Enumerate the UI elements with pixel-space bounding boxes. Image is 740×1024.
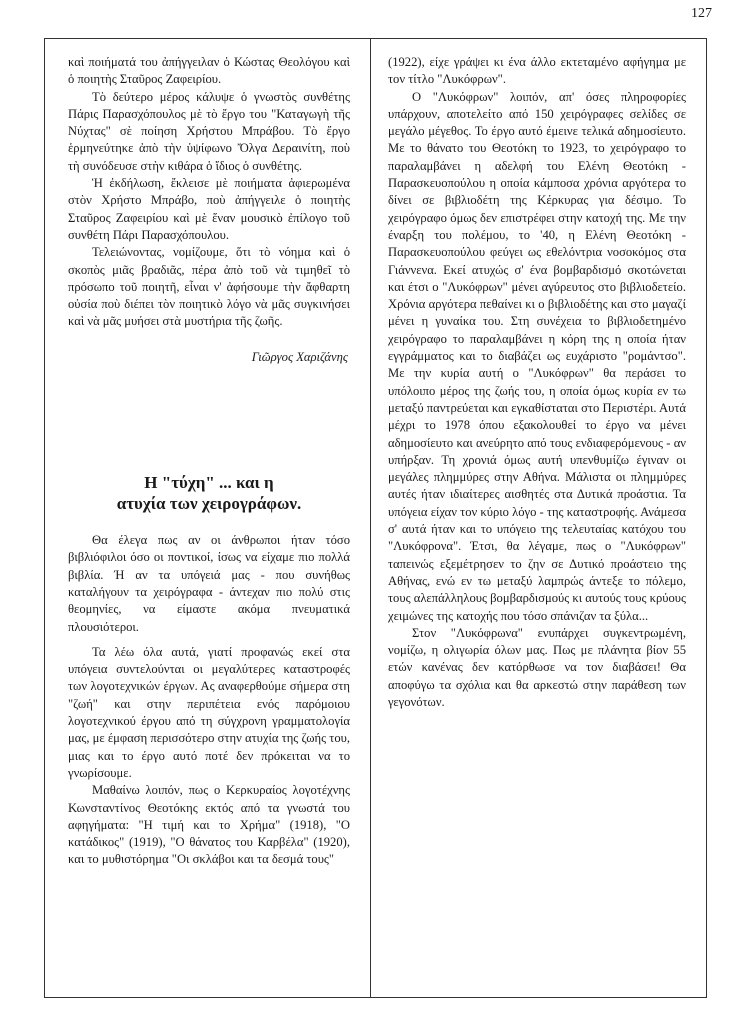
article-heading xyxy=(68,472,350,514)
paragraph: Στον "Λυκόφρωνα" ενυπάρχει συγκεντρωμένη, νομίζω, η ολιγωρία όλων μας. Πως με πλάνητα βίον 55 ετών κανένας δεν κατόρθωσε να τον διαβάσει! Θα αποφύγω τα σχόλια και θα αρκεστώ στην παράθεση των γεγονότων. xyxy=(388,625,686,709)
author-signature: Γιῶργος Χαριζάνης xyxy=(251,349,348,364)
paragraph: (1922), είχε γράψει κι ένα άλλο εκτεταμένο αφήγημα με τον τίτλο "Λυκόφρων". xyxy=(388,55,686,87)
paragraph: Τα λέω όλα αυτά, γιατί προφανώς εκεί στα υπόγεια συντελούνται οι μεγαλύτερες καταστροφές των λογοτεχνικών έργων. Ας αναφερθούμε σήμερα στη "ζωή" και στην περιπέτεια ενός παρόμοιου λογοτεχνικού έργου από τη σύγχρονη γραμματολογία μας, με έμφαση περισσότερο στην ατυχία της ζωής του, μιας και το έργο αυτό ποτέ δεν πρόκειται να το γνωρίσουμε. xyxy=(68,644,350,780)
column-divider xyxy=(370,38,371,998)
right-column xyxy=(388,54,686,711)
heading-line: ατυχία των χειρογράφων. xyxy=(116,494,302,514)
paragraph: Θα έλεγα πως αν οι άνθρωποι ήταν τόσο βιβλιόφιλοι όσο οι ποντικοί, ίσως να είχαμε πιο πολλά βιβλία. Ή αν τα υπόγειά μας - που συνήθως καταλήγουν τα χειρόγραφα - άντεχαν πιο πολύ στις θεομηνίες, να είμαστε ακόμα πνευματικά πλουσιότεροι. xyxy=(68,533,350,634)
paragraph: Τὸ δεύτερο μέρος κάλυψε ὁ γνωστὸς συνθέτης Πάρις Παρασχόπουλος μὲ τὸ ἔργο του "Καταγωγὴ τῆς Νύχτας" σὲ ποίηση Χρήστου Μπράβου. Τὸ ἔργο ἑρμηνεύτηκε ἀπὸ τὴν ὑψίφωνο Ὄλγα Δεραινίτη, ποὺ τὴ συνόδευσε στὴν κιθάρα ὁ ἴδιος ὁ συνθέτης. xyxy=(68,89,350,173)
paragraph: Ο "Λυκόφρων" λοιπόν, απ' όσες πληροφορίες υπάρχουν, αποτελείτο από 150 χειρόγραφες σελίδες σε μεγάλο μέγεθος. Το έργο αυτό έμεινε τελικά αδημοσίευτο. Με το θάνατο του Θεοτόκη το 1923, το χειρόγραφο το παραλαμβάνει η αδελφή του Ελένη Θεοτόκη - Παρασκευοπούλου η οποία κάμποσα χρόνια αργότερα το δίνει σε βιβλιοδέτη της Κέρκυρας για δέσιμο. Το χειρόγραφο όμως δεν επιστρέφει στην κατοχή της. Με την έναρξη του πολέμου, το '40, η Ελένη Θεοτόκη - Παρασκευοπούλου φεύγει ως εθελόντρια νοσοκόμος στα Γιάννενα. Εκεί ατυχώς σ' ένα βομβαρδισμό σκοτώνεται και έτσι ο "Λυκόφρων" μένει αγύρευτος στο βιβλιοδετείο. Χρόνια αργότερα πεθαίνει κι ο βιβλιοδέτης και στο μαγαζί μένει η γυναίκα του. Στη συνέχεια το βιβλιοδετημένο χειρόγραφο το παραλαμβάνει η κόρη της η οποία ήταν εγγράμματος και το διαβάζει ως ευχάριστο "ρομάντσο". Με την κυρία αυτή ο "Λυκόφρων" θα περάσει το υπόλοιπο μέρος της ζωής του, η οποία όμως κυρία εν τω μεταξύ παντρεύεται και εγκαθίσταται στο Περιστέρι. Αυτά μέχρι το 1978 όπου εξακολουθεί το έργο να μένει αδημοσίευτο και ανεύρητο από τους ενδιαφερόμενους - αν υπήρξαν. Τη χρονιά όμως αυτή υπενθυμίζω έγιναν οι μεγάλες πλημμύρες στην Αθήνα. Μάλιστα οι πλημμύρες αυτές ήταν ιδιαίτερες αισθητές στα Δυτικά προάστια. Τα υπόγεια είχαν τον κύριο λόγο - της καταστροφής. Ανάμεσα σ' αυτά ήταν και το υπόγειο της τελευταίας κατόχου του "Λυκόφρονα". Έτσι, θα λέγαμε, πως ο "Λυκόφρων" ταπεινώς εξεμέτρησεν το ζην σε Δυτικό προάστειο της Αθήνας, ενώ εν τω μεταξύ λαμπρώς άντεξε το πόλεμο, τους αλεπάλληλους βομβαρδισμούς κι αυτούς τους κρύους χειμώνες της κατοχής που τόσο σπάνιζαν τα ξύλα... xyxy=(388,89,686,623)
heading-line: Η "τύχη" ... και η xyxy=(144,473,274,493)
page-number: 127 xyxy=(691,6,712,21)
paragraph: Ἡ ἐκδήλωση, ἔκλεισε μὲ ποιήματα ἀφιερωμένα στὸν Χρήστο Μπράβο, ποὺ ἀπήγγειλε ὁ ποιητὴς Σταῦρος Ζαφειρίου καὶ μὲ ἕναν μουσικὸ ἐπίλογο τοῦ συνθέτη Πάρι Παρασχόπουλου. xyxy=(68,176,350,242)
paragraph: καὶ ποιήματά του ἀπήγγειλαν ὁ Κώστας Θεολόγου καὶ ὁ ποιητὴς Σταῦρος Ζαφειρίου. xyxy=(68,55,350,87)
paragraph: Μαθαίνω λοιπόν, πως ο Κερκυραίος λογοτέχνης Κωνσταντίνος Θεοτόκης εκτός από τα γνωστά του αφηγήματα: "Η τιμή και το Χρήμα" (1918), "Ο κατάδικος" (1919), "Ο θάνατος του Καρβέλα" (1920), και το μυθιστόρημα "Οι σκλάβοι και τα δεσμά τους" xyxy=(68,783,350,867)
paragraph: Τελειώνοντας, νομίζουμε, ὅτι τὸ νόημα καὶ ὁ σκοπὸς μιᾶς βραδιᾶς, πέρα ἀπὸ τοῦ νὰ τιμηθεῖ τὸ πρόσωπο τοῦ ποιητῆ, εἶναι ν' ἀφήσουμε τὴν ἄφθαρτη οὐσία ποὺ διέπει τὸν ποιητικὸ λόγο νὰ μᾶς συγκινήσει καὶ νὰ μᾶς μυήσει στὰ μυστήρια τῆς ζωῆς. xyxy=(68,245,350,329)
left-column xyxy=(68,54,350,869)
